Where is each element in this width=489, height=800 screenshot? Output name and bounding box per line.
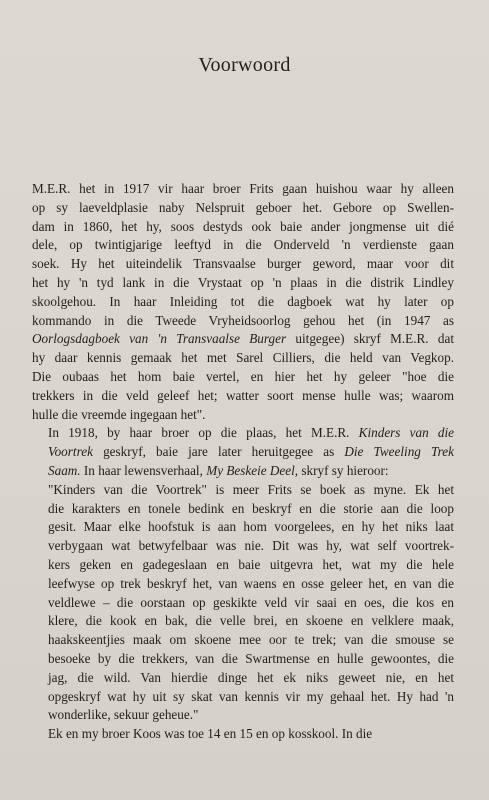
text-line: [32, 424, 454, 443]
text-line: [32, 312, 454, 331]
text-line: [32, 462, 454, 481]
text-line: [32, 255, 454, 274]
text-run: soek. Hy het uiteindelik Transvaalse burger geword, maar voor dit: [32, 256, 454, 272]
text-line: [32, 481, 454, 500]
text-run: skryf sy hieroor:: [298, 462, 389, 478]
text-run: besoeke by die trekkers, van die Swartmense en hulle gewoontes, die: [48, 650, 454, 666]
text-line: [32, 180, 454, 199]
text-line: [32, 688, 454, 707]
text-run: M.E.R. het in 1917 vir haar broer Frits gaan huishou waar hy alleen: [32, 181, 454, 196]
paragraph: [32, 725, 454, 744]
text-line: [32, 669, 454, 688]
text-line: [32, 706, 454, 725]
text-run: kers geken en gadegeslaan en baie uitgevra het, wat my die hele: [48, 556, 454, 572]
text-run: "Kinders van die Voortrek" is meer Frits se boek as myne. Ek het: [48, 481, 454, 497]
text-run: skoolgehou. In haar Inleiding tot die dagboek wat hy later op: [32, 293, 454, 309]
italic-title: Saam.: [48, 462, 81, 478]
paragraph: [32, 481, 454, 725]
text-run: leefwyse op trek beskryf het, van waens en osse geleer het, en van die: [48, 575, 454, 591]
text-line: [32, 293, 454, 312]
text-run: Ek en my broer Koos was toe 14 en 15 en op kosskool. In die: [48, 726, 373, 742]
paragraph: [32, 424, 454, 480]
text-line: [32, 368, 454, 387]
text-run: kommando in die Tweede Vryheidsoorlog gehou het (in 1947 as: [32, 312, 454, 328]
text-line: [32, 500, 454, 519]
text-run: hy daar kennis gemaak het met Sarel Cilliers, die held van Vegkop.: [32, 350, 454, 366]
text-run: verbygaan wat betwyfelbaar was nie. Dit was hy, wat self voortrek-: [48, 538, 454, 554]
text-line: [32, 518, 454, 537]
text-line: [32, 349, 454, 368]
text-run: op sy laeveldplasie naby Nelspruit geboer het. Gebore op Swellen-: [32, 199, 454, 215]
text-line: [32, 612, 454, 631]
text-run: opgeskryf wat hy uit sy skat van kennis vir my gehaal het. Hy had 'n: [48, 688, 454, 704]
italic-title: Kinders van die: [358, 425, 454, 441]
text-line: [32, 330, 454, 349]
text-run: uitgegee) skryf M.E.R. dat: [286, 331, 454, 347]
foreword-body: [32, 180, 454, 744]
text-line: [32, 218, 454, 237]
page-heading: Voorwoord: [198, 54, 291, 76]
text-run: hulle die vreemde ingegaan het".: [32, 406, 206, 422]
text-line: [32, 631, 454, 650]
italic-title: Oorlogsdagboek van 'n Transvaalse Burger: [32, 331, 287, 347]
italic-title: Voortrek: [48, 444, 93, 460]
text-line: [32, 575, 454, 594]
text-run: die karakters en tonele bedink en beskryf en die storie aan die loop: [48, 500, 454, 516]
text-run: gesit. Maar elke hoofstuk is aan hom voorgelees, en hy het niks laat: [48, 519, 454, 535]
text-run: In haar lewensverhaal,: [80, 462, 207, 478]
text-line: [32, 725, 454, 744]
text-line: [32, 236, 454, 255]
text-run: geskryf, baie jare later heruitgegee as: [92, 444, 345, 460]
text-line: [32, 556, 454, 575]
text-line: [32, 274, 454, 293]
text-line: [32, 443, 454, 462]
paragraph: [32, 180, 454, 424]
text-line: [32, 650, 454, 669]
text-line: [32, 594, 454, 613]
text-run: het hy 'n tyd lank in die Vrystaat op 'n plaas in die distrik Lindley: [32, 274, 454, 290]
text-run: Die oubaas het hom baie vertel, en hier het hy geleer "hoe die: [32, 368, 454, 384]
text-line: [32, 387, 454, 406]
italic-title: Die Tweeling Trek: [344, 444, 454, 460]
text-line: [32, 537, 454, 556]
text-run: trekkers in die veld geleef het; watter soort mense hulle was; waarom: [32, 387, 454, 403]
text-line: [32, 406, 454, 425]
text-run: dele, op twintigjarige leeftyd in die Onderveld 'n verdienste gaan: [32, 237, 454, 253]
text-run: dam in 1860, het hy, soos destyds ook baie ander jongmense uit dié: [32, 218, 454, 234]
text-run: klere, die kook en bak, die velle brei, en skoene en velklere maak,: [48, 613, 454, 629]
italic-title: My Beskeie Deel,: [206, 462, 299, 478]
text-line: [32, 199, 454, 218]
text-run: veldlewe – die oorstaan op geskikte veld vir saai en oes, die kos en: [48, 594, 454, 610]
text-run: wonderlike, sekuur geheue.": [48, 707, 199, 723]
text-run: haakskeentjies maak om skoene mee oor te trek; van die smouse se: [48, 632, 454, 648]
text-run: jag, die wild. Van hierdie dinge het ek niks geweet nie, en het: [48, 669, 454, 685]
text-run: In 1918, by haar broer op die plaas, het M.E.R.: [48, 425, 359, 441]
